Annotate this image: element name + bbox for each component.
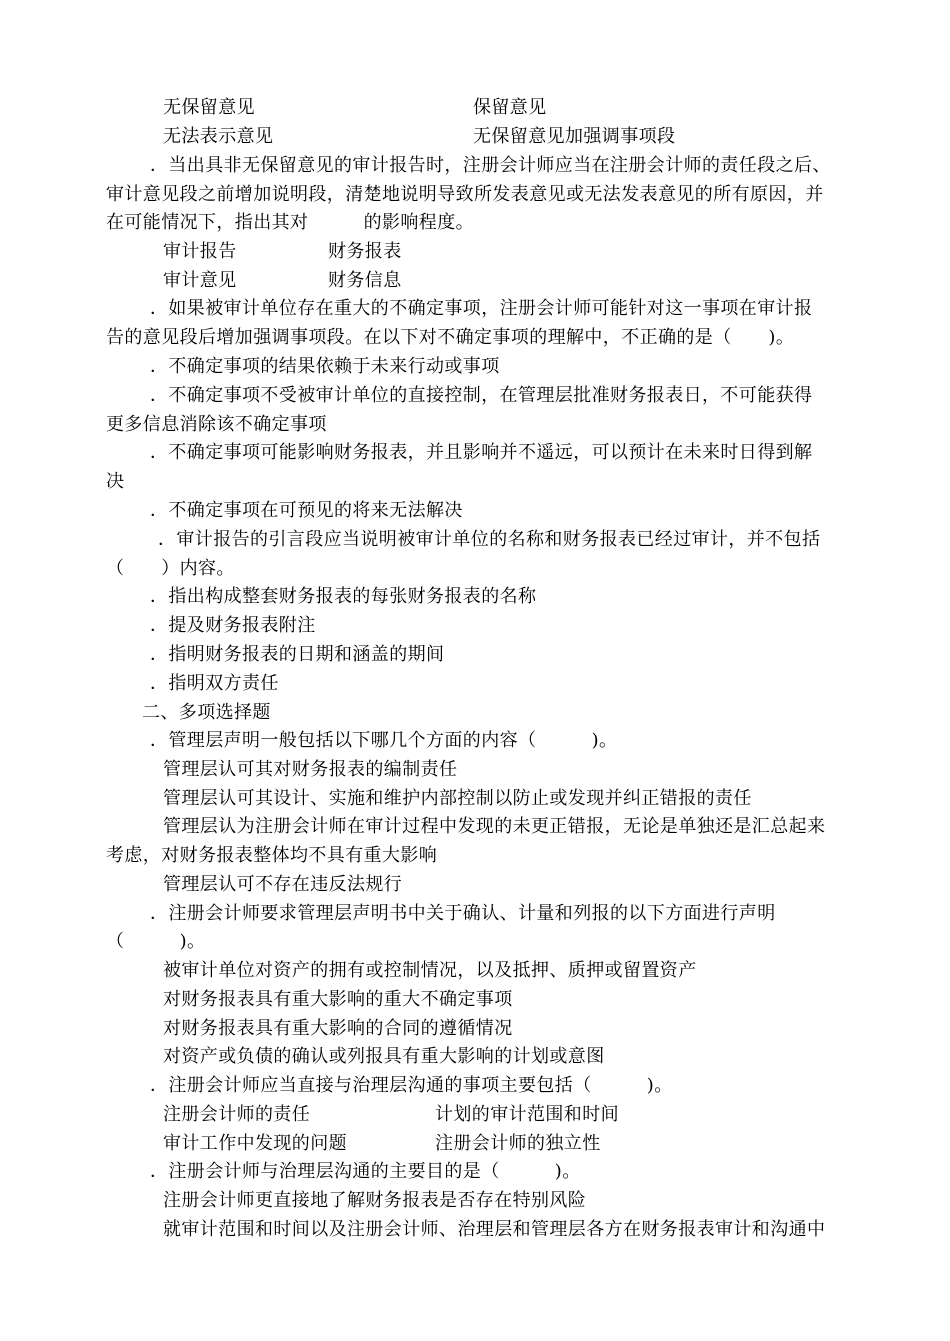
option-line: 被审计单位对资产的拥有或控制情况，以及抵押、质押或留置资产 xyxy=(163,960,697,981)
option-line: 审计工作中发现的问题 注册会计师的独立性 xyxy=(163,1133,601,1154)
option-line: ．不确定事项可能影响财务报表，并且影响并不遥远，可以预计在未来时日得到解 xyxy=(150,442,813,463)
option-line: 对财务报表具有重大影响的重大不确定事项 xyxy=(163,989,513,1010)
question-line: 审计意见段之前增加说明段，清楚地说明导致所发表意见或无法发表意见的所有原因，并 xyxy=(106,184,824,205)
question-line: （ )。 xyxy=(106,931,206,952)
option-line: ．不确定事项不受被审计单位的直接控制，在管理层批准财务报表日，不可能获得 xyxy=(150,385,813,406)
question-line: 在可能情况下，指出其对 的影响程度。 xyxy=(106,212,474,233)
question-line: ．注册会计师要求管理层声明书中关于确认、计量和列报的以下方面进行声明 xyxy=(150,903,776,924)
option-line: 无保留意见 保留意见 xyxy=(163,97,547,118)
option-line: ．指出构成整套财务报表的每张财务报表的名称 xyxy=(150,586,537,607)
option-line: 审计意见 财务信息 xyxy=(163,270,402,291)
question-line: 告的意见段后增加强调事项段。在以下对不确定事项的理解中，不正确的是（ )。 xyxy=(106,327,795,348)
option-line: 决 xyxy=(106,471,125,492)
option-line: ．提及财务报表附注 xyxy=(150,615,316,636)
option-line: 管理层认可其对财务报表的编制责任 xyxy=(163,759,458,780)
option-line: 更多信息消除该不确定事项 xyxy=(106,414,327,435)
question-line: ．注册会计师应当直接与治理层沟通的事项主要包括（ )。 xyxy=(150,1075,673,1096)
option-line: 对财务报表具有重大影响的合同的遵循情况 xyxy=(163,1018,513,1039)
question-line: ．管理层声明一般包括以下哪几个方面的内容（ )。 xyxy=(150,730,618,751)
option-line: 考虑，对财务报表整体均不具有重大影响 xyxy=(106,845,438,866)
option-line: 注册会计师的责任 计划的审计范围和时间 xyxy=(163,1104,619,1125)
option-line: 注册会计师更直接地了解财务报表是否存在特别风险 xyxy=(163,1190,587,1211)
section-heading: 二、多项选择题 xyxy=(142,702,271,723)
option-line: ．指明双方责任 xyxy=(150,673,279,694)
option-line: ．不确定事项在可预见的将来无法解决 xyxy=(150,500,463,521)
option-line: 管理层认可其设计、实施和维护内部控制以防止或发现并纠正错报的责任 xyxy=(163,788,752,809)
option-line: 管理层认可不存在违反法规行 xyxy=(163,874,403,895)
option-line: ．不确定事项的结果依赖于未来行动或事项 xyxy=(150,356,500,377)
option-line: ．指明财务报表的日期和涵盖的期间 xyxy=(150,644,445,665)
option-line: 无法表示意见 无保留意见加强调事项段 xyxy=(163,126,676,147)
question-line: ．当出具非无保留意见的审计报告时，注册会计师应当在注册会计师的责任段之后、 xyxy=(150,155,831,176)
option-line: 就审计范围和时间以及注册会计师、治理层和管理层各方在财务报表审计和沟通中 xyxy=(163,1219,826,1240)
option-line: 审计报告 财务报表 xyxy=(163,241,402,262)
option-line: 对资产或负债的确认或列报具有重大影响的计划或意图 xyxy=(163,1046,605,1067)
question-line: （ ）内容。 xyxy=(106,558,235,579)
question-line: ．注册会计师与治理层沟通的主要目的是（ )。 xyxy=(150,1161,581,1182)
question-line: ．如果被审计单位存在重大的不确定事项，注册会计师可能针对这一事项在审计报 xyxy=(150,298,813,319)
option-line: 管理层认为注册会计师在审计过程中发现的未更正错报，无论是单独还是汇总起来 xyxy=(163,816,826,837)
question-line: ．审计报告的引言段应当说明被审计单位的名称和财务报表已经过审计，并不包括 xyxy=(158,529,821,550)
